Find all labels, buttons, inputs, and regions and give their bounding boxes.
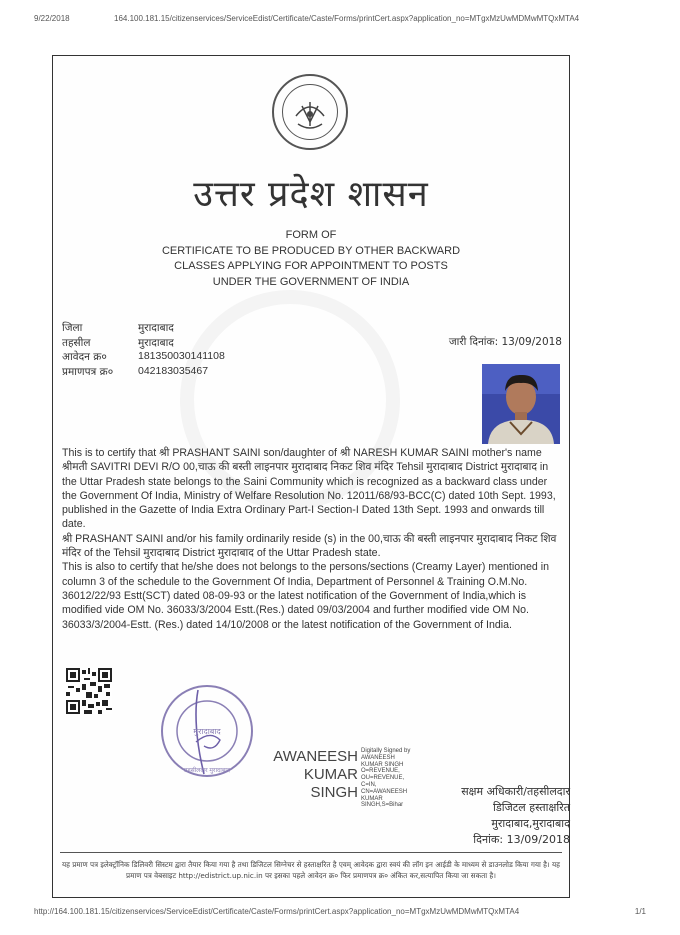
tehsildar-stamp bbox=[158, 682, 256, 780]
tehsil-value: मुरादाबाद bbox=[138, 336, 174, 349]
authority-location: मुरादाबाद,मुरादाबाद bbox=[491, 817, 570, 830]
applicant-portrait-icon bbox=[482, 364, 560, 444]
footer-divider bbox=[60, 852, 562, 853]
verification-note: यह प्रमाण पत्र इलेक्ट्रॉनिक डिलिवरी सिस्टम द्वारा तैयार किया गया है तथा डिजिटल सिग्नेचर से हस्ताक्षरित है एवम् आवेदक द्वारा स्वयं की लॉग इन आईडी के माध्यम से डाउनलोड किया गया है। यह प्रमाण पत्र वेबसाइट http://edistrict.up.nic.in पर इसका पहले आवेदन क्र० फिर प्रमाणपत्र क्र० अंकित कर,सत्यापित किया जा सकता है। bbox=[62, 860, 560, 880]
signer-name bbox=[262, 748, 358, 802]
form-title-line: CLASSES APPLYING FOR APPOINTMENT TO POSTS bbox=[174, 260, 448, 272]
form-title-line: FORM OF bbox=[285, 229, 337, 241]
certificate-body bbox=[62, 446, 564, 632]
body-paragraph-certify: This is to certify that श्री PRASHANT SAINI son/daughter of श्री NARESH KUMAR SAINI mother's name श्रीमती SAVITRI DEVI R/O 00,चाऊ की बस्ती लाइनपार मुरादाबाद निकट शिव मंदिर Tehsil मुरादाबाद District मुरादाबाद in the Uttar Pradesh state belongs to the Saini Community which is recognized as a backward class under the Government Of India, Ministry of Welfare Resolution No. 12011/68/93-BCC(C) dated 10th Sept. 1993, published in the Gazette of India Extra Ordinary Part-I Section-I Dated 13th Sept. 1993 and onwards till date. bbox=[62, 447, 556, 531]
round-seal-icon bbox=[158, 682, 256, 780]
qr-code-icon bbox=[66, 668, 112, 714]
application-number: 181350030141108 bbox=[138, 350, 225, 362]
form-title-line: CERTIFICATE TO BE PRODUCED BY OTHER BACKWARD bbox=[161, 244, 461, 257]
issue-date-value: 13/09/2018 bbox=[501, 336, 562, 348]
stamp-center-text: मुरादाबाद bbox=[193, 727, 221, 736]
print-date: 9/22/2018 bbox=[34, 14, 70, 23]
authority-title: सक्षम अधिकारी/तहसीलदार bbox=[461, 785, 570, 798]
authority-date-label: दिनांक: bbox=[473, 833, 504, 846]
tehsil-label: तहसील bbox=[62, 336, 91, 349]
emblem-seal-icon bbox=[274, 76, 346, 148]
digitally-signed-note: डिजिटल हस्ताक्षरित bbox=[493, 801, 570, 814]
stamp-ring-text: तहसीलदार मुरादाबाद bbox=[184, 767, 230, 774]
print-url-top: 164.100.181.15/citizenservices/ServiceEdist/Certificate/Caste/Forms/printCert.aspx?application_no=MTgxMzUwMDMwMTQxMTA4 bbox=[114, 14, 580, 23]
body-paragraph-residence: श्री PRASHANT SAINI and/or his family ordinarily reside (s) in the 00,चाऊ की बस्ती लाइनपार मुरादाबाद निकट शिव मंदिर of the Tehsil मुरादाबाद District मुरादाबाद of the Uttar Pradesh state. bbox=[62, 532, 557, 560]
government-title: उत्तर प्रदेश शासन bbox=[193, 174, 429, 215]
issuing-authority bbox=[418, 784, 570, 848]
certificate-number: 042183035467 bbox=[138, 364, 209, 377]
signer-name-line: KUMAR bbox=[303, 766, 358, 783]
applicant-photo bbox=[482, 364, 560, 444]
issue-date-label: जारी दिनांक: bbox=[448, 336, 499, 348]
authority-date-value: 13/09/2018 bbox=[506, 833, 570, 846]
body-paragraph-creamy-layer: This is also to certify that he/she does not belongs to the persons/sections (Creamy Layer) mentioned in column 3 of the schedule to the Government Of India, Department of Personnel & Training O.M.No. 36012/22/93 Estt(SCT) dated 08-09-93 or the latest notification of the Government of India,which is modified vide OM No. 36033/3/2004 Estt.(Res.) dated 09/03/2004 and further modified vide OM No. 36033/3/2004-Estt. (Res.) dated 14/10/2008 or the latest notification of the Government of India. bbox=[62, 561, 549, 631]
application-label: आवेदन क्र० bbox=[62, 351, 107, 363]
form-title-line: UNDER THE GOVERNMENT OF INDIA bbox=[212, 275, 410, 288]
signer-name-line: AWANEESH bbox=[273, 748, 358, 765]
district-label: जिला bbox=[62, 322, 83, 334]
form-title bbox=[52, 228, 570, 290]
certificate-label: प्रमाणपत्र क्र० bbox=[62, 365, 114, 378]
digital-signature-block: Digitally Signed by AWANEESH KUMAR SINGH O=REVENUE, OU=REVENUE, C=IN, CN=AWANEESH KUMAR SINGH,S=Bihar bbox=[361, 748, 411, 809]
print-url-bottom: http://164.100.181.15/citizenservices/ServiceEdist/Certificate/Caste/Forms/printCert.aspx?application_no=MTgxMzUwMDMwMTQxMTA4 bbox=[34, 907, 520, 916]
district-value: मुरादाबाद bbox=[138, 322, 174, 334]
page-number: 1/1 bbox=[634, 907, 646, 916]
qr-code bbox=[66, 668, 112, 714]
up-government-emblem bbox=[272, 74, 348, 150]
authority-date bbox=[418, 832, 570, 848]
issue-date bbox=[449, 335, 562, 349]
signer-name-line: SINGH bbox=[310, 784, 358, 801]
